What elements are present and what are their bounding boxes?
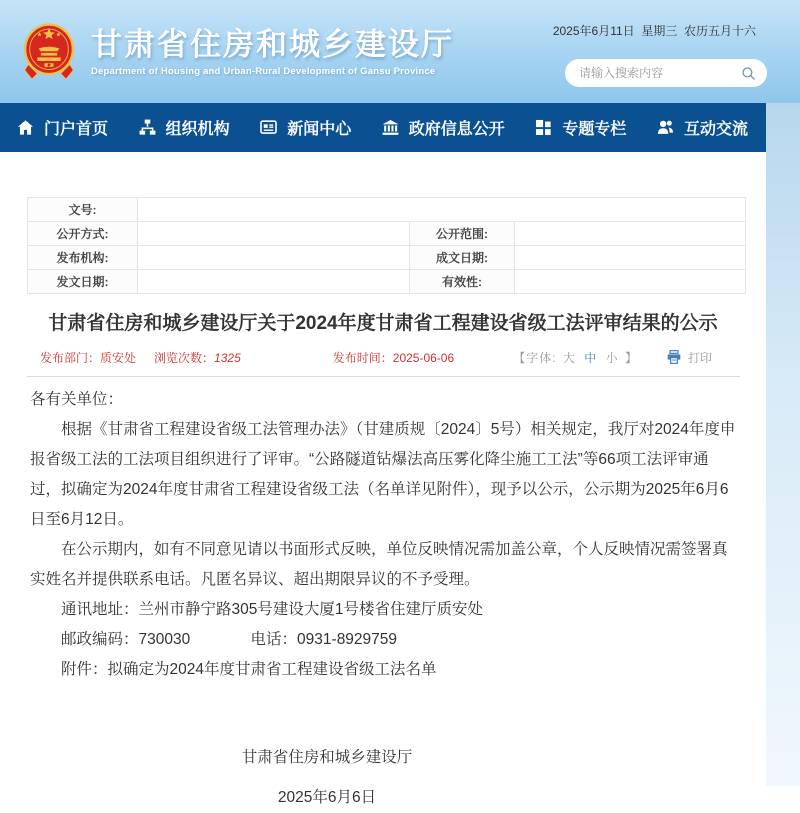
written-date-label: 成文日期: — [410, 246, 515, 270]
open-method-value — [138, 222, 410, 246]
doc-info-table — [27, 197, 746, 294]
publish-date-value — [138, 270, 410, 294]
signature-org: 甘肃省住房和城乡建设厅 — [241, 748, 413, 766]
right-background-strip — [766, 103, 800, 786]
salutation: 各有关单位： — [30, 390, 124, 408]
doc-number-label: 文号: — [28, 198, 138, 222]
table-row — [28, 222, 746, 246]
written-date-value — [515, 246, 746, 270]
nav-label: 新闻中心 — [287, 121, 352, 138]
publish-time: 发布时间：2025-06-06 — [332, 350, 455, 365]
gov-icon — [381, 118, 400, 137]
contact-address: 通讯地址：兰州市静宁路305号建设大厦1号楼省住建厅质安处 — [61, 600, 483, 618]
site-header — [0, 0, 800, 103]
paragraph-2: 在公示期内，如有不同意见请以书面形式反映，单位反映情况需加盖公章，个人反映情况需签署真实姓名并提供联系电话。凡匿名异议、超出期限异议的不予受理。 — [30, 540, 728, 588]
validity-label: 有效性: — [410, 270, 515, 294]
nav-label: 门户首页 — [44, 121, 109, 138]
meta-right — [513, 349, 712, 366]
site-branding[interactable] — [22, 20, 454, 84]
nav-label: 组织机构 — [165, 121, 230, 138]
postcode-phone-line — [30, 625, 736, 655]
open-scope-label: 公开范围: — [410, 222, 515, 246]
article-body — [0, 377, 766, 813]
view-count: 浏览次数：1325 — [154, 350, 241, 365]
issuing-agency-value — [138, 246, 410, 270]
article-content — [0, 152, 766, 813]
national-emblem-icon — [22, 20, 76, 84]
nav-item-home[interactable] — [10, 116, 114, 139]
table-row — [28, 270, 746, 294]
nav-item-news[interactable] — [253, 116, 357, 139]
news-icon — [259, 118, 278, 137]
search-icon[interactable] — [740, 65, 757, 82]
print-label: 打印 — [687, 350, 712, 365]
date-bar — [533, 8, 756, 53]
table-row — [28, 198, 746, 222]
nav-item-topics[interactable] — [528, 116, 632, 139]
signature-block — [30, 743, 736, 813]
font-size-small[interactable]: 小 — [605, 350, 619, 365]
topics-icon — [534, 118, 553, 137]
site-titles — [91, 27, 454, 78]
article-title: 甘肃省住房和城乡建设厅关于2024年度甘肃省工程建设省级工法评审结果的公示 — [48, 313, 718, 334]
open-scope-value — [515, 222, 746, 246]
site-title: 甘肃省住房和城乡建设厅 — [91, 26, 454, 62]
issuing-agency-label: 发布机构: — [28, 246, 138, 270]
postcode: 邮政编码：730030 — [61, 630, 191, 648]
site-subtitle: Department of Housing and Urban-Rural Development of Gansu Province — [91, 66, 436, 78]
publish-dept: 发布部门：质安处 — [40, 350, 137, 365]
publish-date-label: 发文日期: — [28, 270, 138, 294]
font-size-control: 【字体: 大 中 小 】 — [513, 350, 638, 365]
search-box — [565, 59, 767, 87]
signature-date: 2025年6月6日 — [277, 788, 377, 806]
printer-icon — [666, 349, 682, 365]
nav-label: 互动交流 — [683, 121, 748, 138]
phone: 电话：0931-8929759 — [250, 630, 398, 648]
open-method-label: 公开方式: — [28, 222, 138, 246]
nav-item-gov-info[interactable] — [375, 116, 511, 139]
date-info: 2025年6月11日 星期三 农历五月十六 — [552, 24, 756, 38]
home-icon — [16, 118, 35, 137]
nav-item-org[interactable] — [132, 116, 236, 139]
paragraph-1: 根据《甘肃省工程建设省级工法管理办法》（甘建质规〔2024〕5号）相关规定，我厅对2024年度申报省级工法的工法项目组织进行了评审。“公路隧道钻爆法高压雾化降尘施工工法”等66项工法评审通过，拟确定为2024年度甘肃省工程建设省级工法（名单详见附件），现予以公示，公示期为2025年6月6日至6月12日。 — [30, 420, 736, 528]
doc-number-value — [138, 198, 746, 222]
attachment-line: 附件：拟确定为2024年度甘肃省工程建设省级工法名单 — [61, 660, 437, 678]
nav-label: 专题专栏 — [562, 121, 627, 138]
article-meta-bar — [27, 349, 740, 377]
org-icon — [138, 118, 157, 137]
font-size-large[interactable]: 大 — [562, 350, 576, 365]
search-input[interactable] — [579, 66, 740, 80]
validity-value — [515, 270, 746, 294]
nav-item-interact[interactable] — [650, 116, 754, 139]
table-row — [28, 246, 746, 270]
font-size-medium[interactable]: 中 — [584, 350, 598, 365]
print-button[interactable] — [666, 349, 712, 366]
nav-label: 政府信息公开 — [408, 121, 505, 138]
people-icon — [656, 118, 675, 137]
meta-left — [40, 349, 454, 366]
main-nav — [0, 103, 766, 152]
